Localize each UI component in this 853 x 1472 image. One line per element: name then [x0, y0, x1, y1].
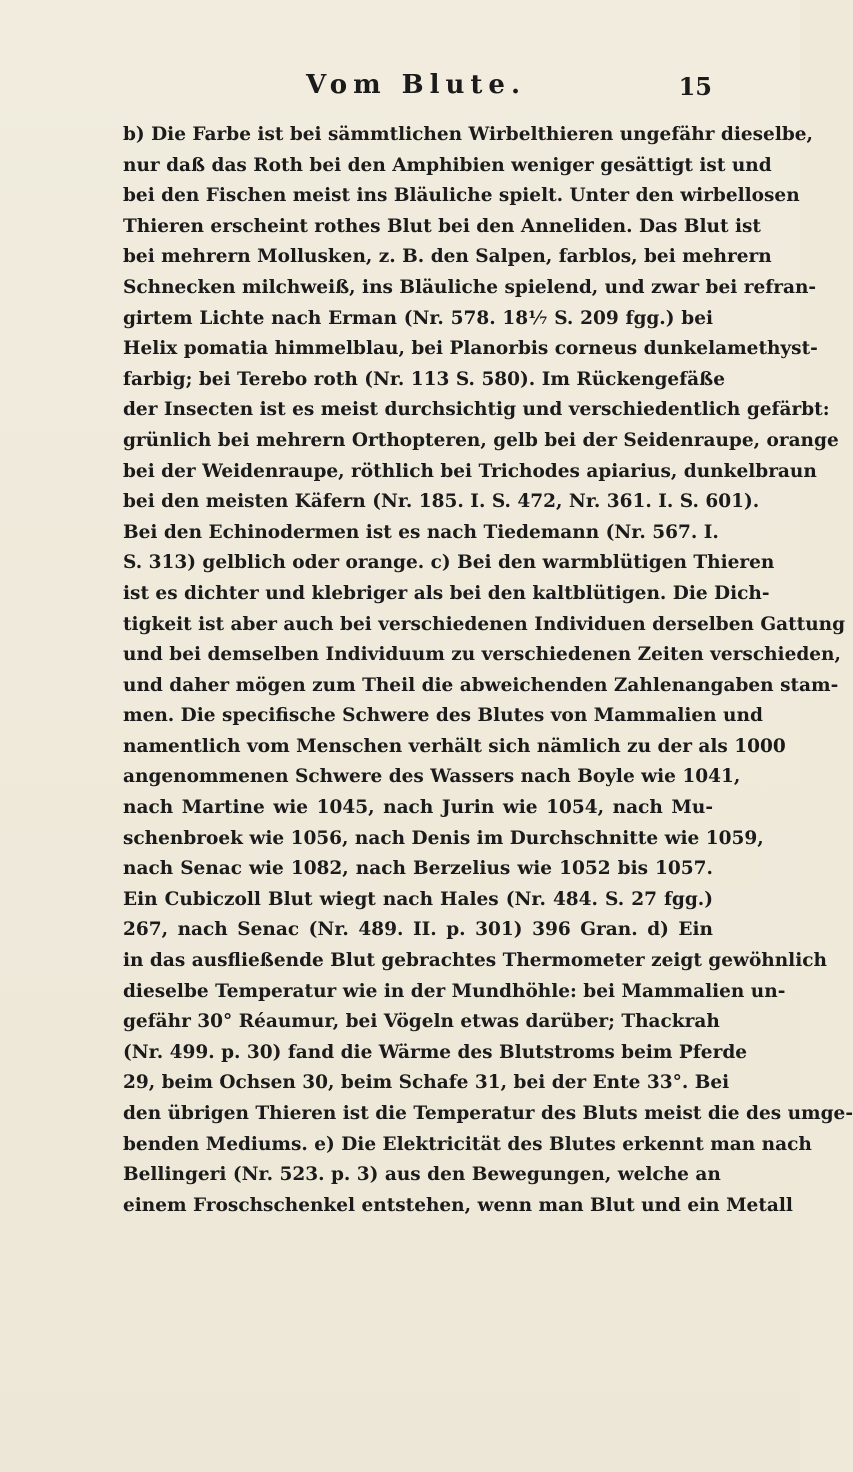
text-line: 29, beim Ochsen 30, beim Schafe 31, bei der Ente 33°. Bei [123, 1072, 730, 1094]
text-line: nach Senac wie 1082, nach Berzelius wie 1052 bis 1057. [123, 858, 713, 880]
text-line: Schnecken milchweiß, ins Bläuliche spielend, und zwar bei refran- [123, 276, 817, 298]
text-line: gefähr 30° Réaumur, bei Vögeln etwas darüber; Thackrah [123, 1011, 720, 1033]
text-line: grünlich bei mehrern Orthopteren, gelb bei der Seidenraupe, orange [123, 429, 839, 451]
text-line: b) Die Farbe ist bei sämmtlichen Wirbelthieren ungefähr dieselbe, [123, 124, 813, 145]
text-line: bei den meisten Käfern (Nr. 185. I. S. 472, Nr. 361. I. S. 601). [123, 491, 760, 513]
body-text [123, 120, 853, 1221]
text-line: (Nr. 499. p. 30) fand die Wärme des Blutstroms beim Pferde [123, 1041, 748, 1063]
text-line: S. 313) gelblich oder orange. c) Bei den warmblütigen Thieren [123, 552, 775, 574]
text-line: Bellingeri (Nr. 523. p. 3) aus den Bewegungen, welche an [123, 1164, 721, 1186]
text-line: den übrigen Thieren ist die Temperatur des Bluts meist die des umge- [123, 1103, 853, 1124]
text-line: schenbroek wie 1056, nach Denis im Durchschnitte wie 1059, [123, 827, 764, 849]
text-line: bei der Weidenraupe, röthlich bei Trichodes apiarius, dunkelbraun [123, 460, 817, 482]
running-title: Vom Blute. [305, 70, 527, 100]
text-line: und bei demselben Individuum zu verschiedenen Zeiten verschieden, [123, 644, 841, 666]
text-line: bei mehrern Mollusken, z. B. den Salpen, farblos, bei mehrern [123, 246, 772, 268]
text-line: nur daß das Roth bei den Amphibien weniger gesättigt ist und [123, 154, 772, 176]
text-line: 267, nach Senac (Nr. 489. II. p. 301) 396 Gran. d) Ein [123, 919, 713, 941]
text-line: men. Die specifische Schwere des Blutes von Mammalien und [123, 705, 763, 727]
text-line: benden Mediums. e) Die Elektricität des Blutes erkennt man nach [123, 1133, 812, 1155]
text-line: namentlich vom Menschen verhält sich nämlich zu der als 1000 [123, 735, 786, 757]
text-line: angenommenen Schwere des Wassers nach Boyle wie 1041, [123, 766, 741, 788]
text-line: einem Froschschenkel entstehen, wenn man Blut und ein Metall [123, 1194, 793, 1216]
text-line: farbig; bei Terebo roth (Nr. 113 S. 580). Im Rückengefäße [123, 368, 725, 390]
page-header [120, 70, 712, 110]
text-line: girtem Lichte nach Erman (Nr. 578. 18¹⁄₇ S. 209 fgg.) bei [123, 307, 713, 329]
text-line: in das ausfließende Blut gebrachtes Thermometer zeigt gewöhnlich [123, 950, 827, 972]
text-line: bei den Fischen meist ins Bläuliche spielt. Unter den wirbellosen [123, 185, 800, 207]
text-line: ist es dichter und klebriger als bei den kaltblütigen. Die Dich- [123, 582, 770, 604]
text-line: der Insecten ist es meist durchsichtig und verschiedentlich gefärbt: [123, 399, 830, 421]
page-number: 15 [678, 72, 712, 101]
text-line: tigkeit ist aber auch bei verschiedenen Individuen derselben Gattung [123, 613, 846, 635]
text-line: Helix pomatia himmelblau, bei Planorbis corneus dunkelamethyst- [123, 338, 818, 360]
text-line: nach Martine wie 1045, nach Jurin wie 1054, nach Mu- [123, 797, 713, 819]
text-line: Bei den Echinodermen ist es nach Tiedemann (Nr. 567. I. [123, 521, 719, 543]
text-line: Thieren erscheint rothes Blut bei den Anneliden. Das Blut ist [123, 215, 761, 237]
text-line: und daher mögen zum Theil die abweichenden Zahlenangaben stam- [123, 674, 839, 696]
text-line: dieselbe Temperatur wie in der Mundhöhle: bei Mammalien un- [123, 980, 786, 1002]
text-line: Ein Cubiczoll Blut wiegt nach Hales (Nr. 484. S. 27 fgg.) [123, 888, 713, 910]
